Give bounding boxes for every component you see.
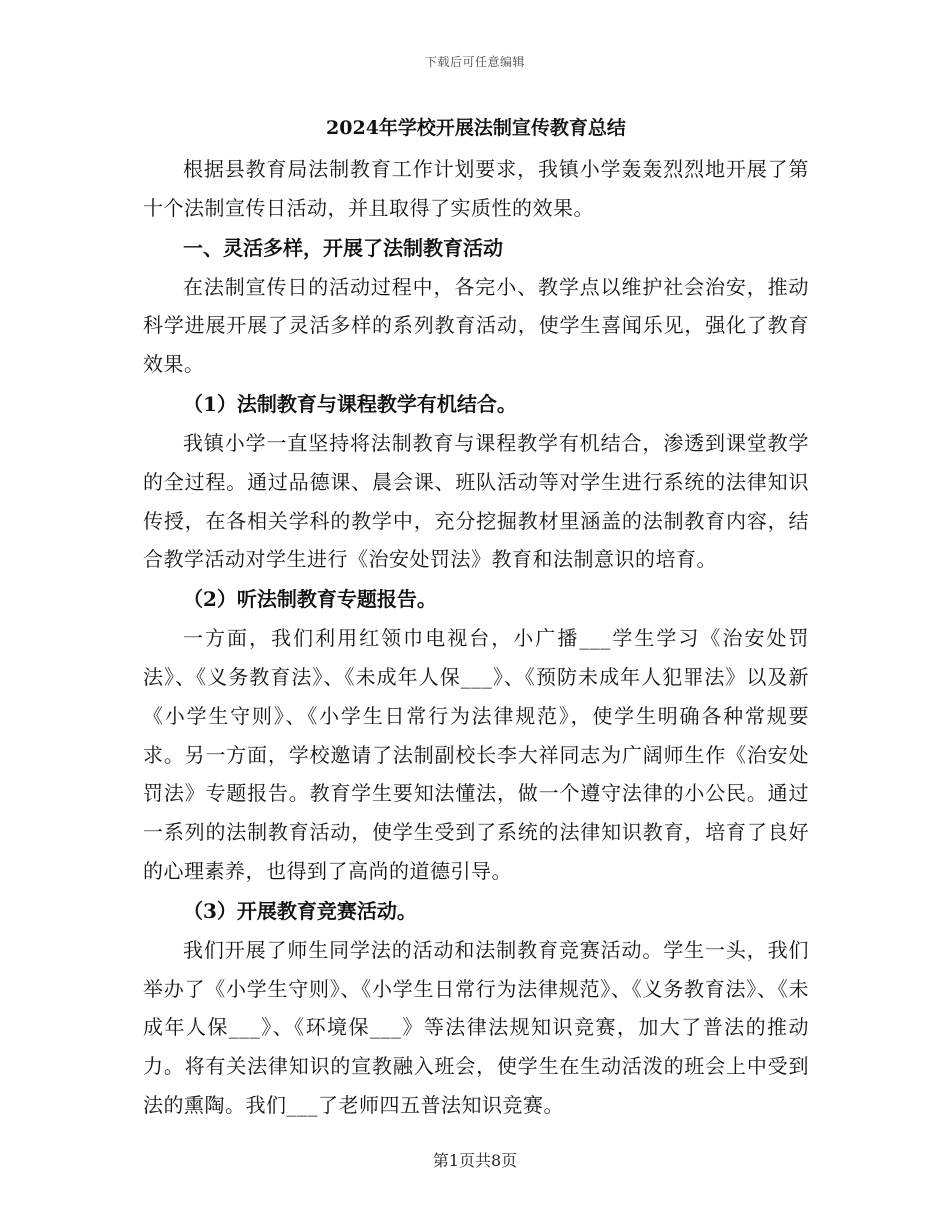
page-number: 第1页共8页 [432, 1151, 518, 1170]
paragraph-activities: 在法制宣传日的活动过程中，各完小、教学点以维护社会治安，推动科学进展开展了灵活多样的系列教育活动，使学生喜闻乐见，强化了教育效果。 [143, 274, 809, 377]
paragraph-competition: 我们开展了师生同学法的活动和法制教育竞赛活动。学生一头，我们举办了《小学生守则》、《小学生日常行为法律规范》、《义务教育法》、《未成年人保___》、《环境保___》等法律法规知识竞赛，加大了普法的推动力。将有关法律知识的宣教融入班会，使学生在生动活泼的班会上中受到法的熏陶。我们___了老师四五普法知识竞赛。 [143, 937, 809, 1117]
paragraph-report: 一方面，我们利用红领巾电视台，小广播___学生学习《治安处罚法》、《义务教育法》、《未成年人保___》、《预防未成年人犯罪法》以及新《小学生守则》、《小学生日常行为法律规范》，使学生明确各种常规要求。另一方面，学校邀请了法制副校长李大祥同志为广阔师生作《治安处罚法》专题报告。教育学生要知法懂法，做一个遵守法律的小公民。通过一系列的法制教育活动，使学生受到了系统的法律知识教育，培育了良好的心理素养，也得到了高尚的道德引导。 [143, 626, 809, 883]
subheading-1: （1）法制教育与课程教学有机结合。 [183, 391, 517, 416]
section-heading-1: 一、灵活多样，开展了法制教育活动 [183, 235, 503, 260]
document-body [143, 110, 809, 1125]
document-title: 2024年学校开展法制宣传教育总结 [326, 117, 626, 139]
paragraph-curriculum: 我镇小学一直坚持将法制教育与课程教学有机结合，渗透到课堂教学的全过程。通过品德课、晨会课、班队活动等对学生进行系统的法律知识传授，在各相关学科的教学中，充分挖掘教材里涵盖的法制教育内容，结合教学活动对学生进行《治安处罚法》教育和法制意识的培育。 [143, 430, 809, 572]
subheading-2: （2）听法制教育专题报告。 [183, 587, 437, 612]
paragraph-intro: 根据县教育局法制教育工作计划要求，我镇小学轰轰烈烈地开展了第十个法制宣传日活动，并且取得了实质性的效果。 [143, 157, 809, 220]
download-note: 下载后可任意编辑 [424, 55, 525, 69]
subheading-3: （3）开展教育竞赛活动。 [183, 898, 417, 923]
